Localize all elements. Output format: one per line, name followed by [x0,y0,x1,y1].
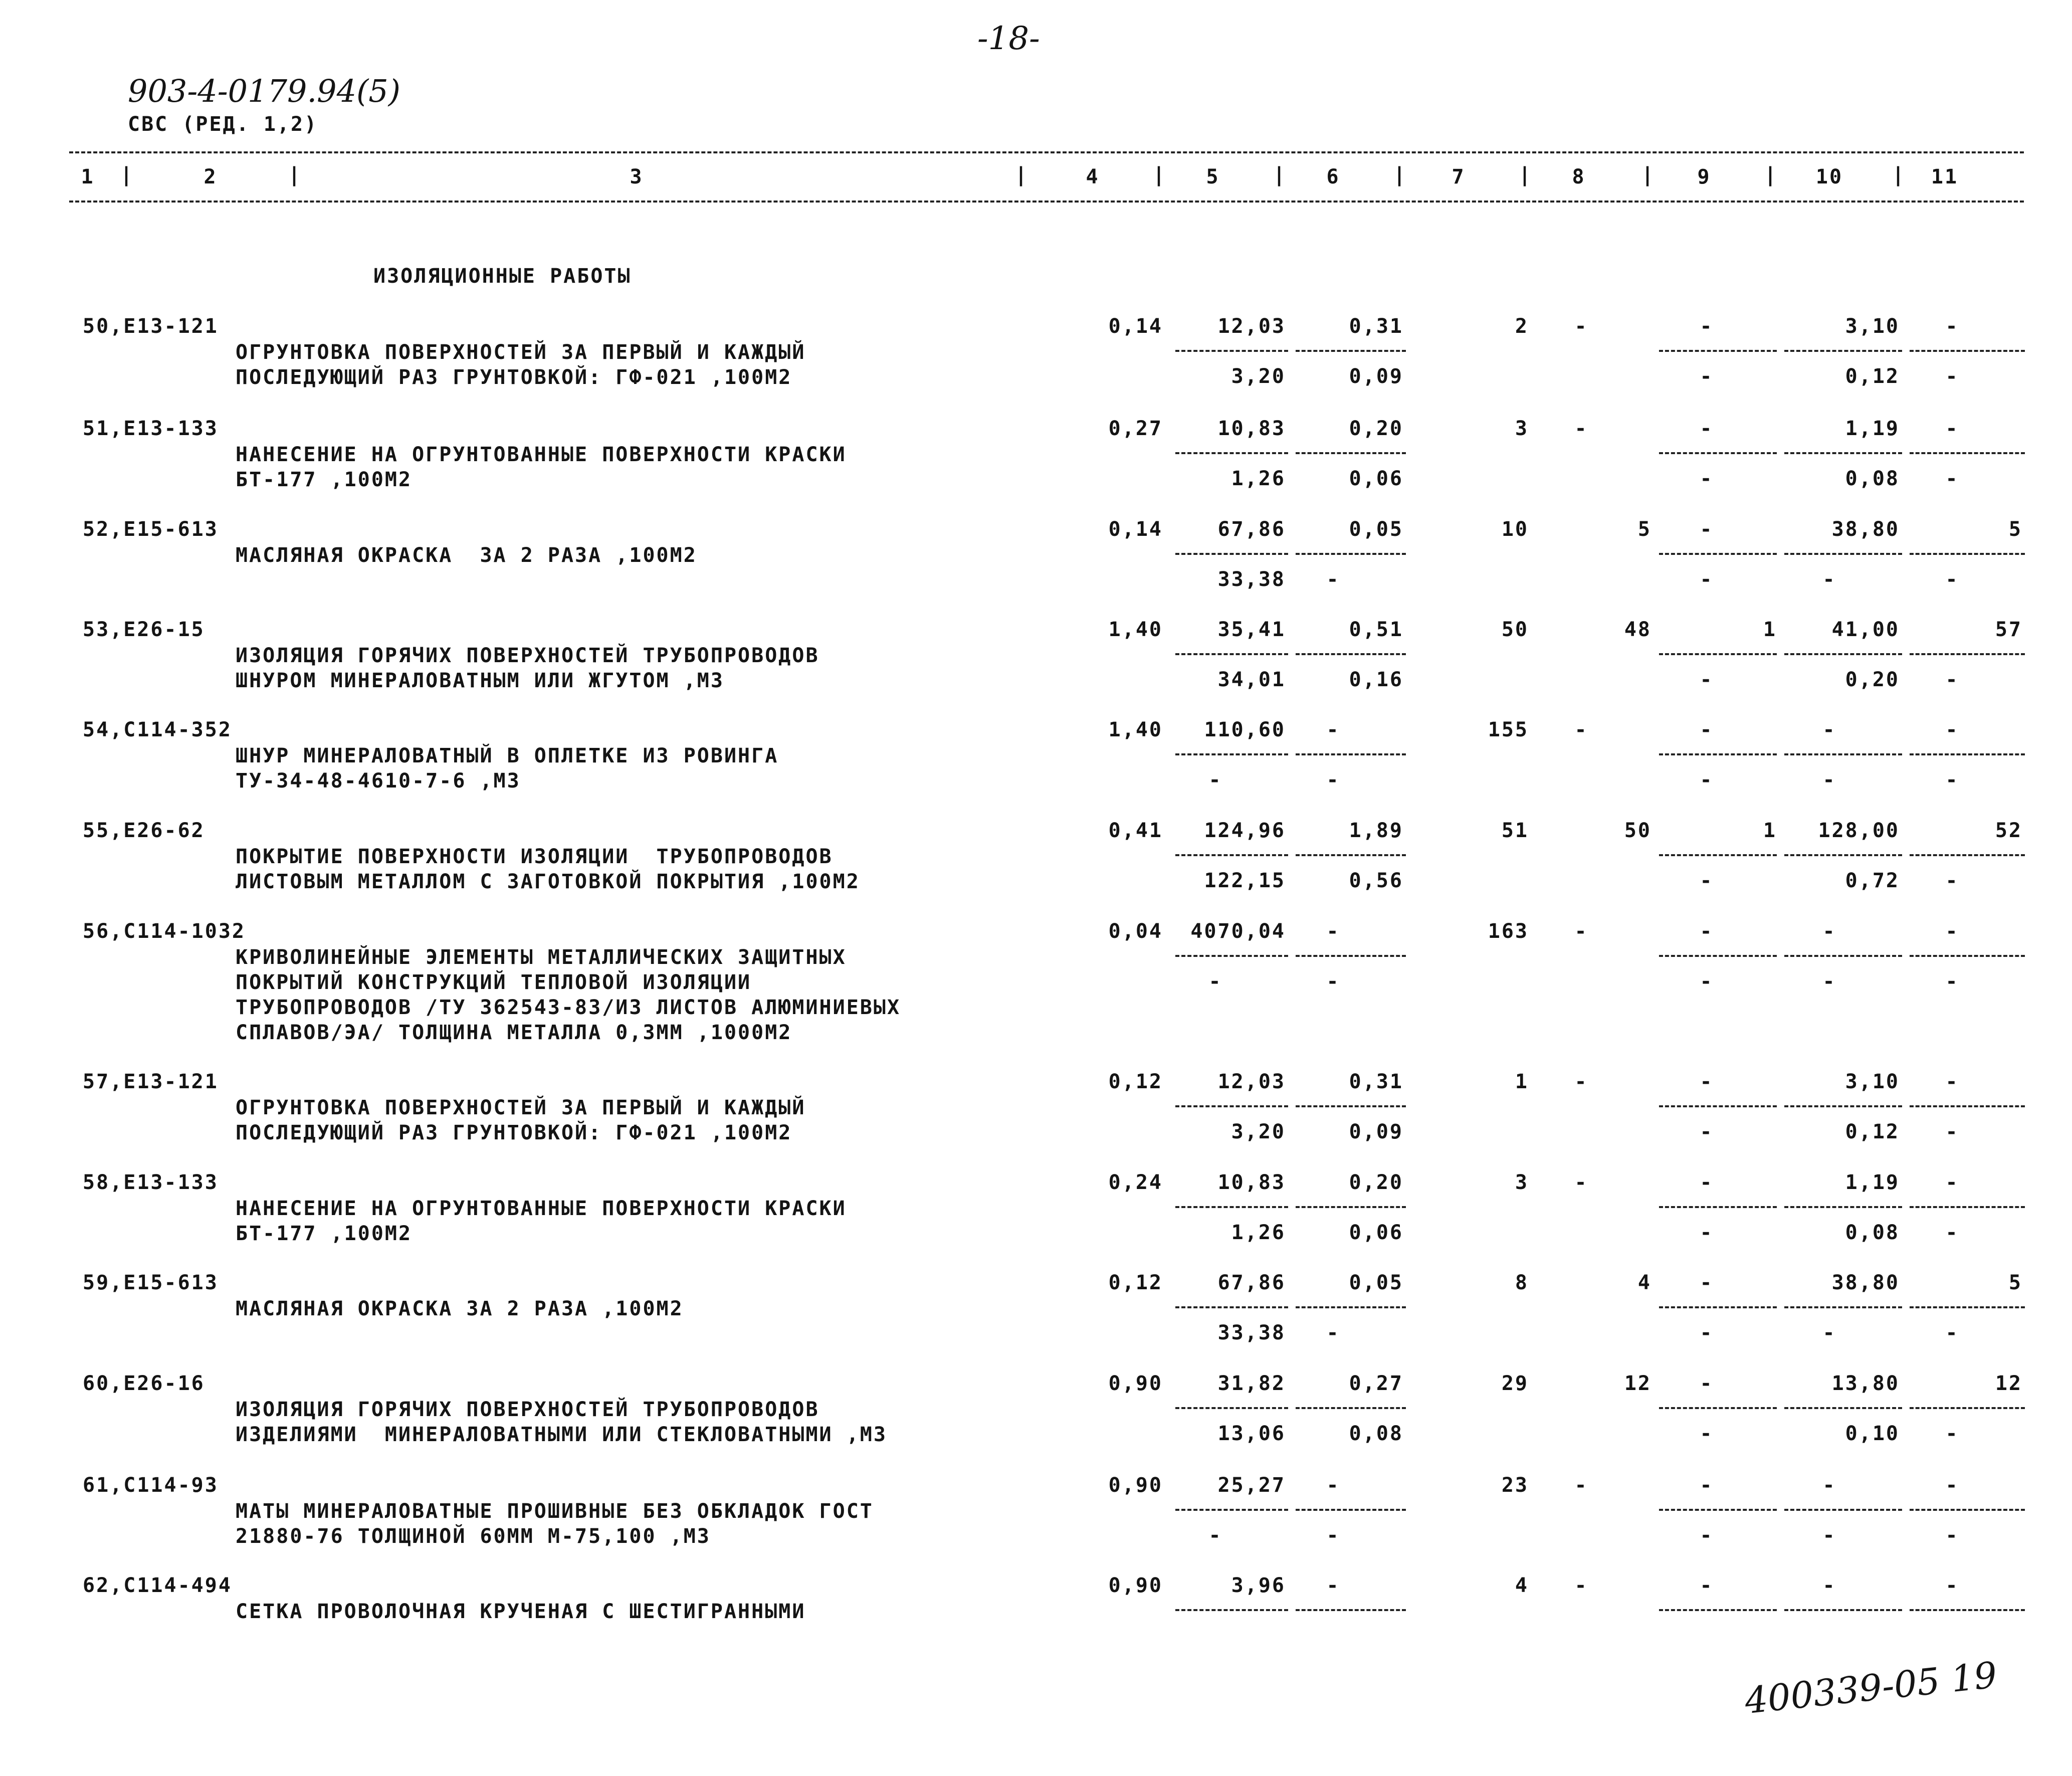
cell-col10: 38,80 [1831,518,1900,541]
item-description: БТ-177 ,100М2 [236,468,412,491]
fraction-line [1910,1509,2025,1511]
cell-col9-lower: - [1700,768,1714,792]
cell-col6: 0,05 [1349,1271,1403,1294]
item-description: ПОСЛЕДУЮЩИЙ РАЗ ГРУНТОВКОЙ: ГФ-021 ,100М2 [236,366,792,389]
cell-col10-lower: 0,12 [1845,365,1900,388]
item-description: ИЗОЛЯЦИЯ ГОРЯЧИХ ПОВЕРХНОСТЕЙ ТРУБОПРОВОДОВ [236,1398,819,1421]
fraction-line [1296,553,1406,555]
fraction-line [1296,1609,1406,1611]
cell-col11: 52 [1995,819,2022,842]
header-separator: | [1892,163,1906,186]
cell-col11: - [1945,417,1959,440]
cell-col9: - [1700,1372,1714,1395]
cell-col8: 12 [1624,1372,1651,1395]
fraction-line [1910,753,2025,755]
fraction-line [1175,452,1288,454]
cell-col5-lower: 33,38 [1217,1321,1286,1344]
fraction-line [1910,1105,2025,1107]
header-separator: | [1015,163,1029,186]
item-code: 56,С114-1032 [83,920,246,943]
fraction-line [1175,1509,1288,1511]
cell-col4: 0,04 [1108,920,1163,943]
cell-col5-lower: - [1208,1524,1222,1547]
cell-col11: - [1945,315,1959,338]
fraction-line [1910,350,2025,352]
cell-col4: 1,40 [1108,618,1163,641]
cell-col6-lower: 0,09 [1349,365,1403,388]
cell-col10-lower: - [1822,568,1836,591]
cell-col9-lower: - [1700,869,1714,892]
cell-col6: 0,27 [1349,1372,1403,1395]
cell-col10: - [1822,718,1836,741]
cell-col11-lower: - [1945,1422,1959,1445]
header-column-8: 8 [1572,165,1586,188]
cell-col5: 12,03 [1217,315,1286,338]
cell-col6-lower: - [1326,1321,1340,1344]
cell-col4: 0,90 [1108,1574,1163,1597]
item-description: ТУ-34-48-4610-7-6 ,М3 [236,769,521,793]
cell-col6-lower: - [1326,970,1340,993]
cell-col10: - [1822,1474,1836,1497]
cell-col7: 10 [1501,518,1529,541]
fraction-line [1784,1407,1902,1409]
header-separator: | [120,163,134,186]
cell-col11-lower: - [1945,1221,1959,1244]
cell-col5: 31,82 [1217,1372,1286,1395]
cell-col10-lower: 0,08 [1845,1221,1900,1244]
cell-col9: - [1700,315,1714,338]
item-code: 55,Е26-62 [83,819,205,842]
cell-col7: 50 [1501,618,1529,641]
cell-col8: - [1574,315,1588,338]
cell-col11: - [1945,920,1959,943]
cell-col8: 48 [1624,618,1651,641]
cell-col10-lower: - [1822,1321,1836,1344]
cell-col6-lower: - [1326,1524,1340,1547]
cell-col7: 29 [1501,1372,1529,1395]
version-label: СВС (РЕД. 1,2) [128,113,318,136]
fraction-line [1659,1509,1777,1511]
fraction-line [1175,854,1288,856]
cell-col5: 12,03 [1217,1070,1286,1093]
cell-col4: 0,27 [1108,417,1163,440]
fraction-line [1296,854,1406,856]
fraction-line [1296,452,1406,454]
cell-col5: 10,83 [1217,1171,1286,1194]
item-code: 57,Е13-121 [83,1070,219,1093]
header-separator: | [1764,163,1778,186]
cell-col10: 41,00 [1831,618,1900,641]
cell-col11-lower: - [1945,467,1959,490]
cell-col6: 0,05 [1349,518,1403,541]
fraction-line [1296,653,1406,655]
fraction-line [1784,955,1902,957]
fraction-line [1296,1105,1406,1107]
item-description: ШНУР МИНЕРАЛОВАТНЫЙ В ОПЛЕТКЕ ИЗ РОВИНГА [236,744,779,767]
cell-col9-lower: - [1700,365,1714,388]
cell-col10-lower: - [1822,768,1836,792]
cell-col5-lower: 1,26 [1231,1221,1286,1244]
fraction-line [1910,1609,2025,1611]
cell-col4: 0,41 [1108,819,1163,842]
cell-col8: 50 [1624,819,1651,842]
fraction-line [1910,955,2025,957]
cell-col5: 67,86 [1217,1271,1286,1294]
cell-col6-lower: - [1326,768,1340,792]
fraction-line [1784,854,1902,856]
cell-col5: 124,96 [1204,819,1286,842]
header-column-3: 3 [630,165,644,188]
cell-col11-lower: - [1945,365,1959,388]
item-code: 62,С114-494 [83,1574,232,1597]
fraction-line [1784,1206,1902,1208]
item-code: 52,Е15-613 [83,518,219,541]
item-description: ПОКРЫТИЙ КОНСТРУКЦИЙ ТЕПЛОВОЙ ИЗОЛЯЦИИ [236,971,752,994]
cell-col6: 0,20 [1349,1171,1403,1194]
section-title: ИЗОЛЯЦИОННЫЕ РАБОТЫ [373,265,632,288]
cell-col11: - [1945,1070,1959,1093]
cell-col9: 1 [1763,618,1777,641]
item-description: КРИВОЛИНЕЙНЫЕ ЭЛЕМЕНТЫ МЕТАЛЛИЧЕСКИХ ЗАЩИТНЫХ [236,946,847,969]
cell-col4: 0,14 [1108,315,1163,338]
fraction-line [1659,653,1777,655]
cell-col7: 163 [1488,920,1529,943]
fraction-line [1784,350,1902,352]
cell-col9: - [1700,1070,1714,1093]
fraction-line [1175,1105,1288,1107]
fraction-line [1175,1407,1288,1409]
item-code: 61,С114-93 [83,1474,219,1497]
cell-col9: 1 [1763,819,1777,842]
cell-col5: 35,41 [1217,618,1286,641]
cell-col7: 3 [1515,417,1529,440]
cell-col10: 13,80 [1831,1372,1900,1395]
cell-col9: - [1700,518,1714,541]
cell-col10: 38,80 [1831,1271,1900,1294]
cell-col8: - [1574,1070,1588,1093]
cell-col11: - [1945,1574,1959,1597]
cell-col10: 1,19 [1845,417,1900,440]
cell-col9-lower: - [1700,568,1714,591]
cell-col10: - [1822,920,1836,943]
fraction-line [1659,753,1777,755]
cell-col4: 0,24 [1108,1171,1163,1194]
cell-col11-lower: - [1945,1120,1959,1143]
item-code: 51,Е13-133 [83,417,219,440]
cell-col11-lower: - [1945,869,1959,892]
cell-col6-lower: 0,16 [1349,668,1403,691]
cell-col5-lower: 3,20 [1231,1120,1286,1143]
fraction-line [1910,1206,2025,1208]
item-description: ИЗДЕЛИЯМИ МИНЕРАЛОВАТНЫМИ ИЛИ СТЕКЛОВАТНЫМИ ,М3 [236,1423,887,1446]
header-separator: | [1153,163,1167,186]
item-description: МАСЛЯНАЯ ОКРАСКА ЗА 2 РАЗА ,100М2 [236,1297,684,1320]
cell-col10-lower: 0,12 [1845,1120,1900,1143]
fraction-line [1910,1306,2025,1308]
cell-col10-lower: 0,20 [1845,668,1900,691]
cell-col11: - [1945,718,1959,741]
cell-col6: - [1326,920,1340,943]
header-separator: | [1273,163,1287,186]
cell-col6-lower: 0,56 [1349,869,1403,892]
cell-col5-lower: - [1208,768,1222,792]
cell-col11: 57 [1995,618,2022,641]
page-number: -18- [977,20,1040,57]
cell-col9: - [1700,1574,1714,1597]
cell-col10: 3,10 [1845,315,1900,338]
item-description: ОГРУНТОВКА ПОВЕРХНОСТЕЙ ЗА ПЕРВЫЙ И КАЖДЫЙ [236,341,806,364]
cell-col6: - [1326,1574,1340,1597]
inventory-stamp: 400339-05 19 [1742,1653,1999,1722]
cell-col11-lower: - [1945,970,1959,993]
cell-col11-lower: - [1945,1524,1959,1547]
fraction-line [1659,1105,1777,1107]
cell-col9: - [1700,417,1714,440]
cell-col9-lower: - [1700,1524,1714,1547]
item-code: 53,Е26-15 [83,618,205,641]
fraction-line [1784,1609,1902,1611]
cell-col5-lower: 122,15 [1204,869,1286,892]
cell-col6-lower: 0,06 [1349,1221,1403,1244]
item-description: МАТЫ МИНЕРАЛОВАТНЫЕ ПРОШИВНЫЕ БЕЗ ОБКЛАДОК ГОСТ [236,1500,874,1523]
cell-col5-lower: 3,20 [1231,365,1286,388]
header-column-1: 1 [81,165,95,188]
fraction-line [1784,553,1902,555]
fraction-line [1784,1306,1902,1308]
cell-col4: 0,14 [1108,518,1163,541]
fraction-line [1175,1206,1288,1208]
item-description: ТРУБОПРОВОДОВ /ТУ 362543-83/ИЗ ЛИСТОВ АЛЮМИНИЕВЫХ [236,996,901,1019]
cell-col10: 3,10 [1845,1070,1900,1093]
cell-col10-lower: - [1822,970,1836,993]
cell-col10-lower: - [1822,1524,1836,1547]
cell-col7: 4 [1515,1574,1529,1597]
header-column-10: 10 [1815,165,1843,188]
cell-col6: 0,51 [1349,618,1403,641]
item-description: СЕТКА ПРОВОЛОЧНАЯ КРУЧЕНАЯ С ШЕСТИГРАННЫМИ [236,1600,806,1623]
fraction-line [1910,854,2025,856]
fraction-line [1784,1105,1902,1107]
fraction-line [1784,753,1902,755]
header-column-9: 9 [1697,165,1711,188]
cell-col5-lower: 13,06 [1217,1422,1286,1445]
cell-col6: 0,20 [1349,417,1403,440]
cell-col7: 8 [1515,1271,1529,1294]
fraction-line [1175,553,1288,555]
cell-col9-lower: - [1700,1120,1714,1143]
cell-col11-lower: - [1945,768,1959,792]
cell-col4: 0,12 [1108,1070,1163,1093]
cell-col6: - [1326,718,1340,741]
item-description: ПОКРЫТИЕ ПОВЕРХНОСТИ ИЗОЛЯЦИИ ТРУБОПРОВОДОВ [236,845,833,868]
fraction-line [1296,1509,1406,1511]
cell-col4: 0,90 [1108,1372,1163,1395]
fraction-line [1175,753,1288,755]
header-column-2: 2 [203,165,218,188]
fraction-line [1910,653,2025,655]
item-description: ОГРУНТОВКА ПОВЕРХНОСТЕЙ ЗА ПЕРВЫЙ И КАЖДЫЙ [236,1096,806,1119]
cell-col11-lower: - [1945,568,1959,591]
cell-col6: 0,31 [1349,315,1403,338]
fraction-line [1910,553,2025,555]
cell-col10-lower: 0,72 [1845,869,1900,892]
fraction-line [1175,955,1288,957]
cell-col5-lower: 1,26 [1231,467,1286,490]
cell-col5-lower: - [1208,970,1222,993]
cell-col9: - [1700,1271,1714,1294]
cell-col7: 3 [1515,1171,1529,1194]
item-description: ИЗОЛЯЦИЯ ГОРЯЧИХ ПОВЕРХНОСТЕЙ ТРУБОПРОВОДОВ [236,644,819,667]
cell-col10: - [1822,1574,1836,1597]
cell-col10-lower: 0,08 [1845,467,1900,490]
header-top-rule [69,151,2024,153]
header-column-7: 7 [1452,165,1466,188]
header-bottom-rule [69,201,2024,203]
cell-col9-lower: - [1700,1221,1714,1244]
fraction-line [1296,1306,1406,1308]
cell-col8: 4 [1637,1271,1651,1294]
cell-col11: 5 [2008,518,2022,541]
fraction-line [1784,653,1902,655]
cell-col7: 155 [1488,718,1529,741]
cell-col8: - [1574,1474,1588,1497]
fraction-line [1659,1206,1777,1208]
fraction-line [1296,1407,1406,1409]
item-description: ШНУРОМ МИНЕРАЛОВАТНЫМ ИЛИ ЖГУТОМ ,М3 [236,669,724,692]
item-description: ЛИСТОВЫМ МЕТАЛЛОМ С ЗАГОТОВКОЙ ПОКРЫТИЯ ,100М2 [236,870,860,893]
item-code: 59,Е15-613 [83,1271,219,1294]
fraction-line [1910,1407,2025,1409]
cell-col9-lower: - [1700,1422,1714,1445]
cell-col4: 0,90 [1108,1474,1163,1497]
cell-col4: 1,40 [1108,718,1163,741]
fraction-line [1296,350,1406,352]
cell-col10: 128,00 [1818,819,1900,842]
header-separator: | [1641,163,1655,186]
cell-col5: 10,83 [1217,417,1286,440]
fraction-line [1784,452,1902,454]
cell-col8: - [1574,920,1588,943]
fraction-line [1296,1206,1406,1208]
cell-col6: 1,89 [1349,819,1403,842]
cell-col6-lower: - [1326,568,1340,591]
cell-col6: - [1326,1474,1340,1497]
header-column-5: 5 [1206,165,1220,188]
cell-col8: - [1574,718,1588,741]
fraction-line [1175,350,1288,352]
cell-col11: - [1945,1171,1959,1194]
header-column-11: 11 [1931,165,1959,188]
item-description: БТ-177 ,100М2 [236,1222,412,1245]
fraction-line [1296,955,1406,957]
cell-col5: 67,86 [1217,518,1286,541]
cell-col11: 12 [1995,1372,2022,1395]
header-separator: | [288,163,302,186]
item-description: МАСЛЯНАЯ ОКРАСКА ЗА 2 РАЗА ,100М2 [236,544,697,567]
cell-col9-lower: - [1700,970,1714,993]
cell-col7: 2 [1515,315,1529,338]
cell-col5: 25,27 [1217,1474,1286,1497]
cell-col4: 0,12 [1108,1271,1163,1294]
fraction-line [1659,854,1777,856]
cell-col11: - [1945,1474,1959,1497]
document-number: 903-4-0179.94(5) [128,73,400,109]
fraction-line [1175,653,1288,655]
fraction-line [1910,452,2025,454]
item-description: ПОСЛЕДУЮЩИЙ РАЗ ГРУНТОВКОЙ: ГФ-021 ,100М2 [236,1121,792,1144]
fraction-line [1296,753,1406,755]
item-code: 54,С114-352 [83,718,232,741]
cell-col10: 1,19 [1845,1171,1900,1194]
cell-col9: - [1700,920,1714,943]
cell-col6-lower: 0,06 [1349,467,1403,490]
header-column-4: 4 [1086,165,1100,188]
cell-col6: 0,31 [1349,1070,1403,1093]
cell-col8: - [1574,1171,1588,1194]
item-description: НАНЕСЕНИЕ НА ОГРУНТОВАННЫЕ ПОВЕРХНОСТИ КРАСКИ [236,443,847,466]
cell-col8: - [1574,1574,1588,1597]
cell-col11-lower: - [1945,1321,1959,1344]
cell-col8: - [1574,417,1588,440]
cell-col8: 5 [1637,518,1651,541]
cell-col9: - [1700,1171,1714,1194]
header-separator: | [1519,163,1533,186]
item-code: 60,Е26-16 [83,1372,205,1395]
item-description: 21880-76 ТОЛЩИНОЙ 60ММ М-75,100 ,М3 [236,1525,711,1548]
fraction-line [1784,1509,1902,1511]
cell-col9-lower: - [1700,467,1714,490]
item-description: НАНЕСЕНИЕ НА ОГРУНТОВАННЫЕ ПОВЕРХНОСТИ КРАСКИ [236,1197,847,1220]
header-separator: | [1393,163,1407,186]
header-column-6: 6 [1326,165,1340,188]
fraction-line [1659,955,1777,957]
item-code: 58,Е13-133 [83,1171,219,1194]
fraction-line [1659,1407,1777,1409]
cell-col5: 110,60 [1204,718,1286,741]
cell-col11: 5 [2008,1271,2022,1294]
cell-col9: - [1700,1474,1714,1497]
cell-col7: 51 [1501,819,1529,842]
fraction-line [1175,1609,1288,1611]
fraction-line [1659,452,1777,454]
cell-col5: 4070,04 [1190,920,1286,943]
cell-col5: 3,96 [1231,1574,1286,1597]
cell-col6-lower: 0,08 [1349,1422,1403,1445]
fraction-line [1659,553,1777,555]
item-description: СПЛАВОВ/ЭА/ ТОЛЩИНА МЕТАЛЛА 0,3ММ ,1000М2 [236,1021,792,1044]
fraction-line [1659,1609,1777,1611]
cell-col5-lower: 34,01 [1217,668,1286,691]
cell-col9-lower: - [1700,1321,1714,1344]
fraction-line [1659,1306,1777,1308]
cell-col5-lower: 33,38 [1217,568,1286,591]
fraction-line [1175,1306,1288,1308]
item-code: 50,Е13-121 [83,315,219,338]
fraction-line [1659,350,1777,352]
cell-col10-lower: 0,10 [1845,1422,1900,1445]
cell-col7: 23 [1501,1474,1529,1497]
cell-col9: - [1700,718,1714,741]
cell-col6-lower: 0,09 [1349,1120,1403,1143]
cell-col9-lower: - [1700,668,1714,691]
cell-col7: 1 [1515,1070,1529,1093]
cell-col11-lower: - [1945,668,1959,691]
